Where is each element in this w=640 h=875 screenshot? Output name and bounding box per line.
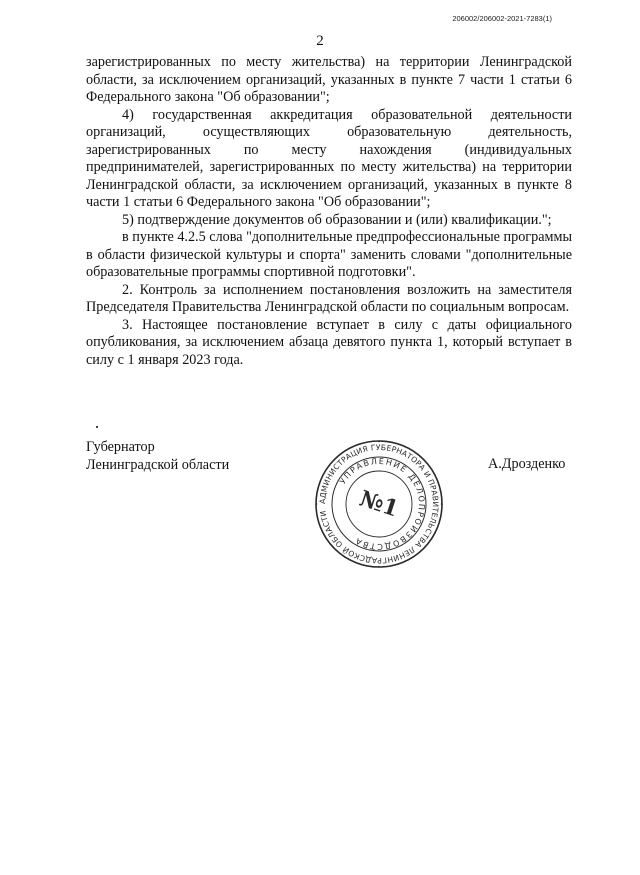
signer-name: А.Дрозденко bbox=[488, 456, 566, 472]
position-region: Ленинградской области bbox=[86, 456, 230, 473]
official-seal bbox=[313, 438, 445, 570]
stray-mark bbox=[96, 426, 98, 428]
paragraph-item-5: 5) подтверждение документов об образовании и (или) квалификации."; bbox=[122, 211, 552, 228]
page-number: 2 bbox=[316, 33, 324, 49]
paragraph-continuation: зарегистрированных по месту жительства) на территории Ленинградской области, за исключением организаций, указанных в пункте 7 части 1 статьи 6 Федерального закона "Об образовании"; bbox=[86, 54, 572, 105]
paragraph-point-3: 3. Настоящее постановление вступает в силу с даты официального опубликования, за исключением абзаца девятого пункта 1, который вступает в силу с 1 января 2023 года. bbox=[86, 316, 572, 368]
position-title: Губернатор bbox=[86, 439, 155, 455]
paragraph-clause-4-2-5: в пункте 4.2.5 слова "дополнительные предпрофессиональные программы в области физической культуры и спорта" заменить словами "дополнительные образовательные программы спортивной подготовки". bbox=[86, 229, 572, 280]
paragraph-item-4: 4) государственная аккредитация образовательной деятельности организаций, осуществляющих образовательную деятельность, зарегистрированных по месту нахождения (индивидуальных предпринимателей, зарегистрированных по месту жительства) на территории Ленинградской области, за исключением организаций, указанных в пункте 8 части 1 статьи 6 Федерального закона "Об образовании"; bbox=[86, 106, 572, 210]
seal-outer-text: АДМИНИСТРАЦИЯ ГУБЕРНАТОРА И ПРАВИТЕЛЬСТВА ЛЕНИНГРАДСКОЙ ОБЛАСТИ bbox=[317, 442, 441, 566]
document-body bbox=[86, 54, 572, 369]
document-id: 206002/206002-2021-7283(1) bbox=[452, 14, 552, 23]
seal-inner-text: УПРАВЛЕНИЕ ДЕЛОПРОИЗВОДСТВА bbox=[337, 456, 427, 552]
signature-position bbox=[86, 439, 229, 474]
paragraph-point-2: 2. Контроль за исполнением постановления возложить на заместителя Председателя Правительства Ленинградской области по социальным вопросам. bbox=[86, 281, 572, 315]
seal-number: №1 bbox=[356, 485, 402, 523]
